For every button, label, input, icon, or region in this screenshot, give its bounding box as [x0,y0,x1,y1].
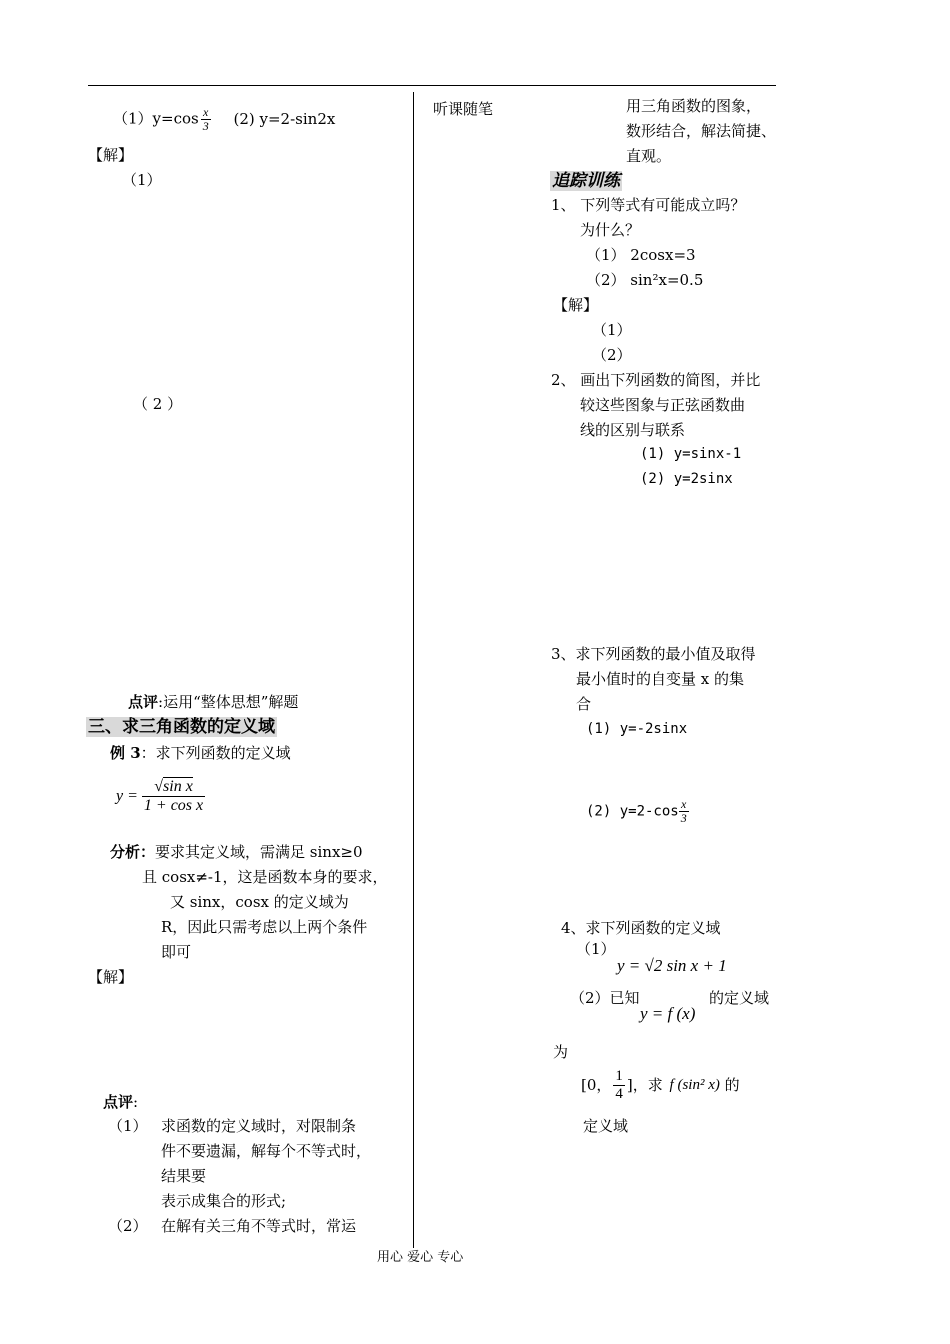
problem-1-fraction: $\frac{x}{3}$ [202,105,209,134]
analysis-line-1: 分析：要求其定义域，需满足 sinx≥0 [110,843,363,861]
review-2-item-1-line-4: 表示成集合的形式; [161,1192,287,1210]
q4-range-fraction: $\frac{1}{4}$ [615,1068,623,1102]
solution-part-1: （1） [122,171,162,189]
q2-line-1: 2、 画出下列函数的简图，并比 [551,371,761,389]
analysis-line-3: 又 sinx，cosx 的定义域为 [170,893,349,911]
note-label: 听课随笔 [433,100,494,118]
analysis-label: 分析： [110,843,156,861]
review-2: 点评: [103,1093,139,1111]
domain-formula-fraction [142,778,205,814]
q1-item-2: （2） sin²x=0.5 [586,271,704,289]
q4-item-2-formula: y = f (x) [640,1004,696,1023]
solution-label: 【解】 [88,146,134,164]
q2-item-1: (1) y=sinx-1 [640,446,742,462]
review-2-item-1-num: （1） [108,1117,148,1135]
example-3 [110,744,291,762]
q1-line-2: 为什么？ [580,221,641,239]
q4-last-line: 定义域 [583,1117,629,1135]
note-line-1: 用三角函数的图象， [626,97,762,115]
review-2-item-1-line-1: 求函数的定义域时，对限制条 [161,1117,357,1135]
q1-solution-1: （1） [592,321,632,339]
q4-title: 4、求下列函数的定义域 [561,919,721,937]
q4-range: [0， $\frac{1}{4}$ ]，求 f (sin² x) 的 [581,1068,740,1102]
q4-item-2-suffix: 的定义域 [709,989,770,1007]
note-line-2: 数形结合，解法简捷、 [626,122,777,140]
q3-line-3: 合 [576,695,592,713]
q3-item-2: (2) y=2-cos $\frac{x}{3}$ [586,797,687,826]
review-2-label: 点评 [103,1093,134,1111]
problem-1: （1）y=cos [113,109,199,128]
q3-line-1: 3、求下列函数的最小值及取得 [551,645,756,663]
review-2-item-2-line-1: 在解有关三角不等式时，常运 [161,1217,357,1235]
formula-denominator: 1 + cos x [143,796,204,814]
q2-line-2: 较这些图象与正弦函数曲 [580,396,746,414]
q4-wei: 为 [553,1043,569,1061]
section-3-title: 三、求三角函数的定义域 [88,717,275,737]
review-1-text: :运用“整体思想”解题 [158,693,299,711]
q1-solution-label: 【解】 [553,296,599,314]
example-3-label: 例 3 [110,744,141,762]
q2-line-3: 线的区别与联系 [580,421,686,439]
analysis-line-4: R，因此只需考虑以上两个条件 [161,918,368,936]
q4-formula-1: y = √2 sin x + 1 [617,956,727,975]
review-2-item-1-line-3: 结果要 [161,1167,207,1185]
solution-part-2: （ 2 ） [133,395,183,413]
top-rule [88,85,776,86]
analysis-line-2: 且 cosx≠-1，这是函数本身的要求， [142,868,388,886]
review-2-item-2-num: （2） [108,1217,148,1235]
analysis-line-5: 即可 [161,943,192,961]
q1-item-1: （1） 2cosx=3 [586,246,696,264]
q3-item-1: (1) y=-2sinx [586,721,688,737]
q4-item-2-prefix: （2）已知 [570,989,640,1007]
formula-numerator: √sin x [142,778,205,797]
note-line-3: 直观。 [626,147,672,165]
q3-line-2: 最小值时的自变量 x 的集 [576,670,744,688]
review-2-item-1-line-2: 件不要遗漏，解每个不等式时， [161,1142,372,1160]
review-1 [128,693,298,711]
review-1-label: 点评 [128,693,159,711]
problem-line [113,106,335,133]
tracking-title: 追踪训练 [552,171,620,191]
solution-label-2: 【解】 [88,968,134,986]
q3-item-2-fraction: $\frac{x}{3}$ [680,797,687,826]
example-3-text: ：求下列函数的定义域 [140,744,291,762]
domain-formula: y = $\frac{\text{√sin x}}{\text{1 + cos x}}$ [116,778,204,814]
problem-2: (2) y=2-sin2x [233,109,336,128]
q1-solution-2: （2） [592,346,632,364]
q1-line-1: 1、 下列等式有可能成立吗？ [551,196,746,214]
q4-item-1: （1） [576,940,616,958]
footer: 用心 爱心 专心 [377,1250,464,1265]
q2-item-2: (2) y=2sinx [640,471,733,487]
column-divider [413,92,414,1248]
